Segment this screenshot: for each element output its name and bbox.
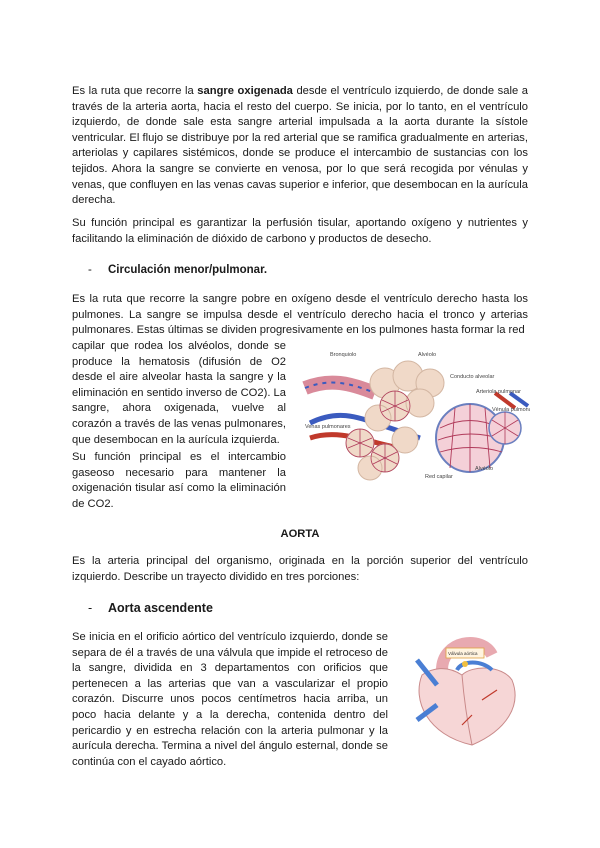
label-vena: Vénula pulmonar <box>492 407 530 413</box>
bullet-label: Circulación menor/pulmonar. <box>108 264 268 276</box>
para1-bold: sangre oxigenada <box>197 85 293 97</box>
heart-diagram <box>402 630 528 750</box>
label-alveolo-top: Alvéolo <box>418 352 437 358</box>
bullet-label: Aorta ascendente <box>108 601 213 615</box>
paragraph-pulmonary-intro: Es la ruta que recorre la sangre pobre en oxígeno desde el ventrículo derecho hasta los pulmones. La sangre se impulsa desde el ventrículo derecho hacia el tronco y arterias pulmonares. Estas últimas se dividen progresivamente en los pulmones hasta formar la red <box>72 293 528 337</box>
paragraph-systemic-circulation <box>72 84 528 209</box>
alveoli-illustration <box>300 348 530 483</box>
label-valvula: Válvula aórtica <box>448 651 478 656</box>
label-bronquiolo: Bronquiolo <box>330 352 357 358</box>
paragraph-aorta-intro: Es la arteria principal del organismo, originada en la porción superior del ventrículo izquierdo. Describe un trayecto dividido en tres porciones: <box>72 555 528 583</box>
bullet-ascending-aorta <box>88 601 213 615</box>
label-venas: Venas pulmonares <box>305 424 351 430</box>
paragraph-systemic-function: Su función principal es garantizar la perfusión tisular, aportando oxígeno y nutrientes y facilitando la eliminación de dióxido de carbono y productos de desecho. <box>72 217 528 245</box>
bullet-dash: - <box>88 264 92 276</box>
para1-post: desde el ventrículo izquierdo, de donde sale a través de la arteria aorta, hacia el resto del cuerpo. Se inicia, por lo tanto, en el ventrículo izquierdo, de donde sale esta sangre arterial impulsada a la aorta durante la sístole ventricular. El flujo se distribuye por la red arterial que se ramifica gradualmente en arterias, arteriolas y capilares sistémicos, donde se produce el intercambio de sustancias con los tejidos. Ahora la sangre se convierte en venosa, por lo que será recogida por vénulas y venas, que confluyen en las venas cavas superior e inferior, que desembocan en la aurícula derecha. <box>72 85 528 207</box>
aortic-valve-marker <box>462 661 468 667</box>
label-conducto: Conducto alveolar <box>450 374 495 380</box>
heart-illustration <box>402 630 528 750</box>
heading-aorta: AORTA <box>280 528 320 540</box>
paragraph-ascending-aorta: Se inicia en el orificio aórtico del ventrículo izquierdo, donde se separa de él a través de una válvula que impide el retroceso de la sangre, dividida en 3 departamentos con orificios que pertenecen a las arterias que van a vascularizar el propio corazón. Discurre unos pocos centímetros hacia arriba, un poco hacia delante y a la derecha, contenida dentro del pericardio y en estrecha relación con la arteria pulmonar y la aurícula derecha. Termina a nivel del ángulo esternal, donde se continúa con el cayado aórtico. <box>72 631 388 768</box>
label-alveolo-bottom: Alvéolo <box>475 466 494 472</box>
paragraph-pulmonary-function: Su función principal es el intercambio gaseoso necesario para mantener la oxigenación tisular así como la eliminación de CO2. <box>72 451 286 510</box>
paragraph-pulmonary-wrap: capilar que rodea los alvéolos, donde se produce la hematosis (difusión de O2 desde el aire alveolar hasta la sangre y la eliminación en sentido inverso de CO2). La sangre, ahora oxigenada, vuelve al corazón a través de las venas pulmonares, que desembocan en la aurícula izquierda. <box>72 340 286 446</box>
bullet-dash: - <box>88 601 93 615</box>
label-arteriola: Arteriola pulmonar <box>476 389 521 395</box>
label-red: Red capilar <box>425 474 453 480</box>
bullet-pulmonary-circulation <box>88 264 267 276</box>
alveoli-diagram <box>300 348 530 483</box>
para1-pre: Es la ruta que recorre la <box>72 85 198 97</box>
